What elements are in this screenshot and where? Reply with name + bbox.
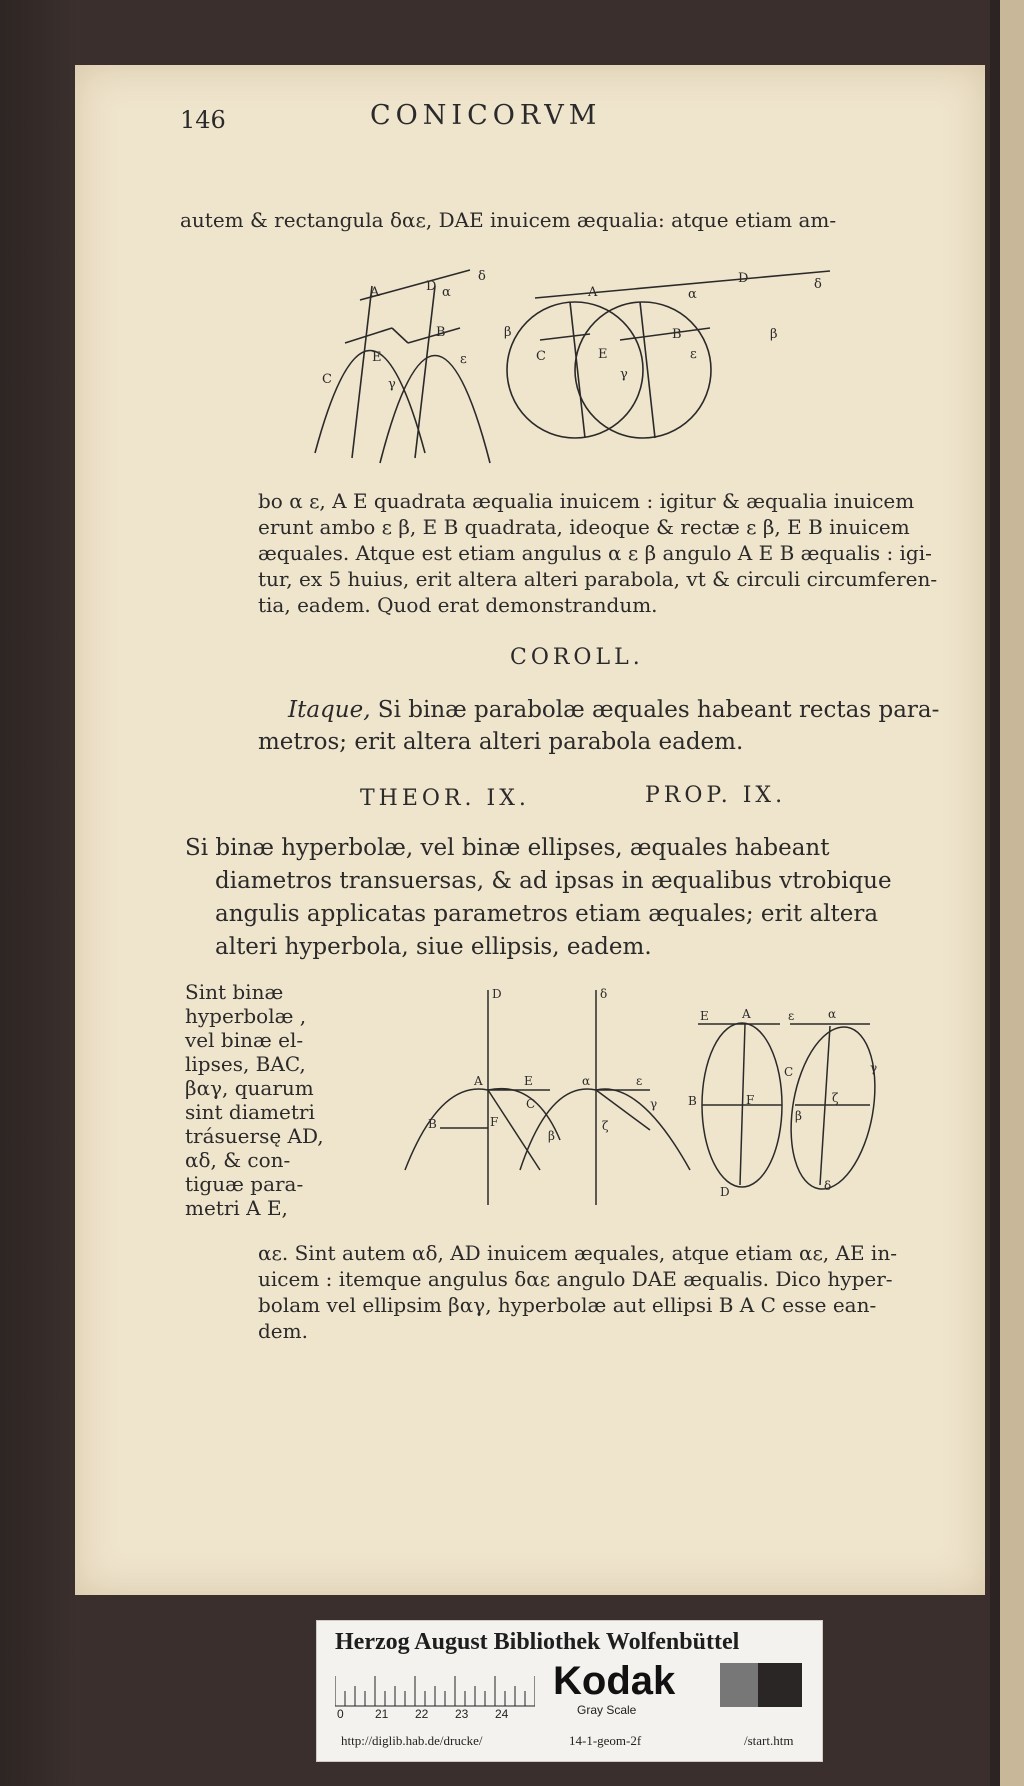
gray-swatch (720, 1663, 758, 1707)
fig1-label-C: C (322, 372, 332, 387)
para1-line: æquales. Atque est etiam angulus α ε β angulo A E B æqualis : igi- (258, 541, 932, 565)
text-line-top: autem & rectangula δαε, DAE inuicem æqualia: atque etiam am- (180, 208, 837, 232)
paragraph-1 (258, 488, 937, 618)
fig4-label-beta: β (795, 1109, 802, 1123)
side-line: Sint binæ (185, 980, 284, 1004)
coroll-line-1: Si binæ parabolæ æquales habeant rectas para- (370, 697, 940, 723)
bottom-line: uicem : itemque angulus δαε angulo DAE æqualis. Dico hyper- (258, 1267, 893, 1291)
side-line: vel binæ el- (185, 1028, 304, 1052)
fig3-label-F: F (490, 1115, 499, 1129)
side-line: βαγ, quarum (185, 1076, 314, 1100)
theor-heading: THEOR. IX. (360, 786, 530, 811)
fig3-label-delta: δ (600, 987, 608, 1001)
fig3-label-zeta: ζ (602, 1119, 609, 1133)
fig2-label-delta: δ (814, 277, 822, 292)
fig3-label-alpha: α (582, 1074, 591, 1088)
fig4-label-zeta: ζ (832, 1091, 839, 1105)
fig3-label-E: E (524, 1074, 533, 1088)
side-line: metri A E, (185, 1196, 288, 1220)
bottom-line: dem. (258, 1319, 308, 1343)
fig4-label-B: B (688, 1094, 697, 1108)
dark-swatch (758, 1663, 802, 1707)
fig1-label-alpha: α (442, 285, 451, 300)
scale-number: 0 (337, 1707, 344, 1721)
fig2-label-alpha: α (688, 287, 697, 302)
fig2-label-B: B (672, 327, 682, 342)
figure-hyperbolas-ellipses (400, 980, 880, 1210)
para1-line: tur, ex 5 huius, erit altera alteri parabola, vt & circuli circumferen- (258, 567, 938, 591)
fig4-label-epsilon: ε (788, 1009, 795, 1023)
fig2-label-C: C (536, 349, 546, 364)
fig1-label-D: D (426, 279, 437, 294)
prop-line: alteri hyperbola, siue ellipsis, eadem. (215, 934, 652, 960)
fig2-label-A: A (588, 285, 598, 300)
fig2-label-E: E (598, 347, 608, 362)
fig1-label-gamma: γ (388, 377, 396, 392)
fig1-label-delta: δ (478, 269, 486, 284)
fig3-label-D: D (492, 987, 502, 1001)
fig3-label-C: C (526, 1097, 536, 1111)
prop-line: angulis applicatas parametros etiam æquales; erit altera (215, 901, 879, 927)
side-line: sint diametri (185, 1100, 315, 1124)
fig3-label-B: B (428, 1117, 437, 1131)
fig4-label-F: F (746, 1093, 755, 1107)
coroll-paragraph (258, 694, 940, 758)
side-line: trásuersę AD, (185, 1124, 324, 1148)
fig1-label-E: E (372, 350, 382, 365)
url-part-2: 14-1-geom-2f (569, 1733, 642, 1748)
url-part-1: http://diglib.hab.de/drucke/ (341, 1733, 483, 1748)
fig1-label-epsilon: ε (460, 352, 467, 367)
fig4-label-delta: δ (824, 1179, 832, 1193)
scale-number: 21 (375, 1707, 389, 1721)
fig4-label-A: A (742, 1007, 751, 1021)
para1-line: tia, eadem. Quod erat demonstrandum. (258, 593, 658, 617)
page-number: 146 (180, 106, 226, 134)
prop-heading: PROP. IX. (645, 783, 787, 808)
gray-scale-label: Gray Scale (577, 1703, 637, 1717)
kodak-scale-card (316, 1620, 823, 1762)
fig3-label-beta: β (548, 1129, 555, 1143)
scale-number: 24 (495, 1707, 509, 1721)
fig4-label-alpha: α (828, 1007, 837, 1021)
fig4-label-C: C (784, 1065, 794, 1079)
fig3-label-epsilon: ε (636, 1074, 643, 1088)
fig4-label-gamma: γ (870, 1061, 878, 1075)
paragraph-bottom (258, 1240, 897, 1344)
side-line: αδ, & con- (185, 1148, 291, 1172)
fig4-label-E: E (700, 1009, 709, 1023)
para1-line: erunt ambo ε β, E B quadrata, ideoque & rectæ ε β, E B inuicem (258, 515, 910, 539)
figure-parabolas-circles (300, 268, 860, 468)
side-line: hyperbolæ , (185, 1004, 307, 1028)
library-title: Herzog August Bibliothek Wolfenbüttel (335, 1629, 740, 1655)
fig2-label-D: D (738, 271, 749, 286)
coroll-lead: Itaque, (288, 697, 371, 723)
url-part-3: /start.htm (744, 1733, 794, 1748)
bottom-line: αε. Sint autem αδ, AD inuicem æquales, atque etiam αε, AE in- (258, 1241, 897, 1265)
running-head: CONICORVM (370, 100, 602, 131)
prop-line: diametros transuersas, & ad ipsas in æqualibus vtrobique (215, 868, 892, 894)
proposition-text (185, 832, 905, 964)
fig2-label-epsilon: ε (690, 347, 697, 362)
coroll-line-2: metros; erit altera alteri parabola eadem. (258, 729, 744, 755)
scale-number: 23 (455, 1707, 469, 1721)
bottom-line: bolam vel ellipsim βαγ, hyperbolæ aut ellipsi B A C esse ean- (258, 1293, 877, 1317)
scan-backdrop-left (0, 0, 80, 1786)
side-line: tiguæ para- (185, 1172, 304, 1196)
fig1-label-B: B (436, 325, 446, 340)
scale-number: 22 (415, 1707, 429, 1721)
fig3-label-A: A (474, 1074, 483, 1088)
coroll-heading: COROLL. (510, 645, 644, 670)
fig1-label-beta: β (504, 325, 512, 340)
fig3-label-gamma: γ (650, 1097, 658, 1111)
scan-backdrop-right (990, 0, 1024, 1786)
side-column-text (185, 980, 324, 1220)
prop-line: Si binæ hyperbolæ, vel binæ ellipses, æquales habeant (185, 835, 830, 861)
fig2-label-beta: β (770, 327, 778, 342)
side-line: lipses, BAC, (185, 1052, 306, 1076)
fig4-label-D: D (720, 1185, 730, 1199)
fig1-label-A: A (370, 285, 380, 300)
kodak-logo: Kodak (553, 1659, 676, 1703)
fig2-label-gamma: γ (620, 367, 628, 382)
para1-line: bo α ε, A E quadrata æqualia inuicem : igitur & æqualia inuicem (258, 489, 915, 513)
ruler-scale (335, 1671, 535, 1707)
